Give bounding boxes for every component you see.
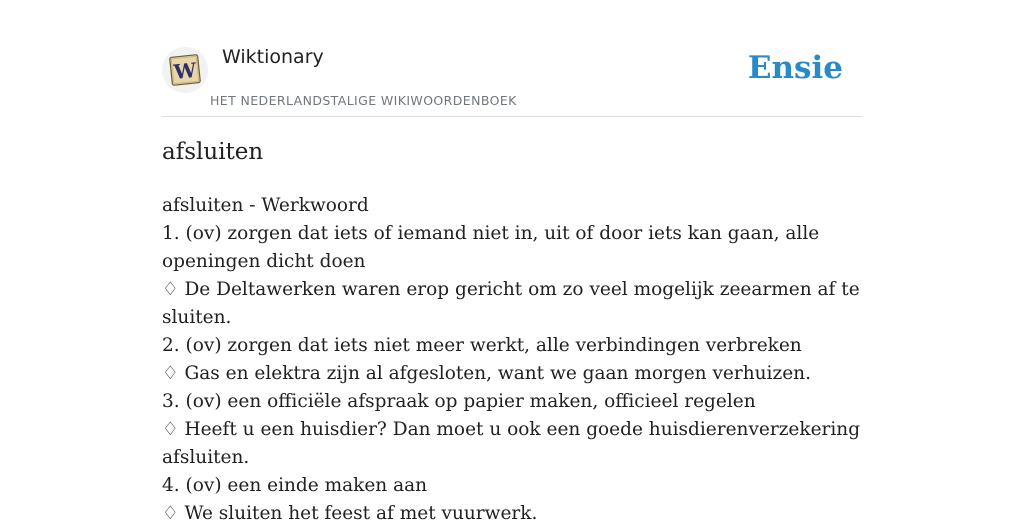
wiktionary-logo-graphic — [162, 47, 208, 93]
site-name[interactable]: Wiktionary — [222, 46, 324, 68]
page — [162, 0, 862, 524]
example-4: ♢ We sluiten het feest af met vuurwerk. — [162, 503, 538, 524]
logo-letter: W — [172, 57, 198, 85]
definition-3: 3. (ov) een officiële afspraak op papier maken, officieel regelen — [162, 391, 756, 412]
page-title: afsluiten — [162, 139, 264, 165]
definition-2: 2. (ov) zorgen dat iets niet meer werkt, alle verbindingen verbreken — [162, 335, 802, 356]
entry-heading: afsluiten - Werkwoord — [162, 195, 369, 216]
definition-4: 4. (ov) een einde maken aan — [162, 475, 428, 496]
entry-content — [162, 192, 862, 528]
ensie-brand-logo[interactable]: Ensie — [747, 50, 843, 86]
wiktionary-logo-icon[interactable] — [162, 47, 208, 93]
example-1: ♢ De Deltawerken waren erop gericht om zo veel mogelijk zeearmen af te sluiten. — [162, 279, 860, 328]
definition-1: 1. (ov) zorgen dat iets of iemand niet in, uit of door iets kan gaan, alle openingen dicht doen — [162, 223, 820, 272]
example-3: ♢ Heeft u een huisdier? Dan moet u ook een goede huisdierenverzekering afsluiten. — [162, 419, 861, 468]
example-2: ♢ Gas en elektra zijn al afgesloten, want we gaan morgen verhuizen. — [162, 363, 811, 384]
site-tagline: HET NEDERLANDSTALIGE WIKIWOORDENBOEK — [210, 93, 517, 108]
site-header — [162, 0, 862, 117]
